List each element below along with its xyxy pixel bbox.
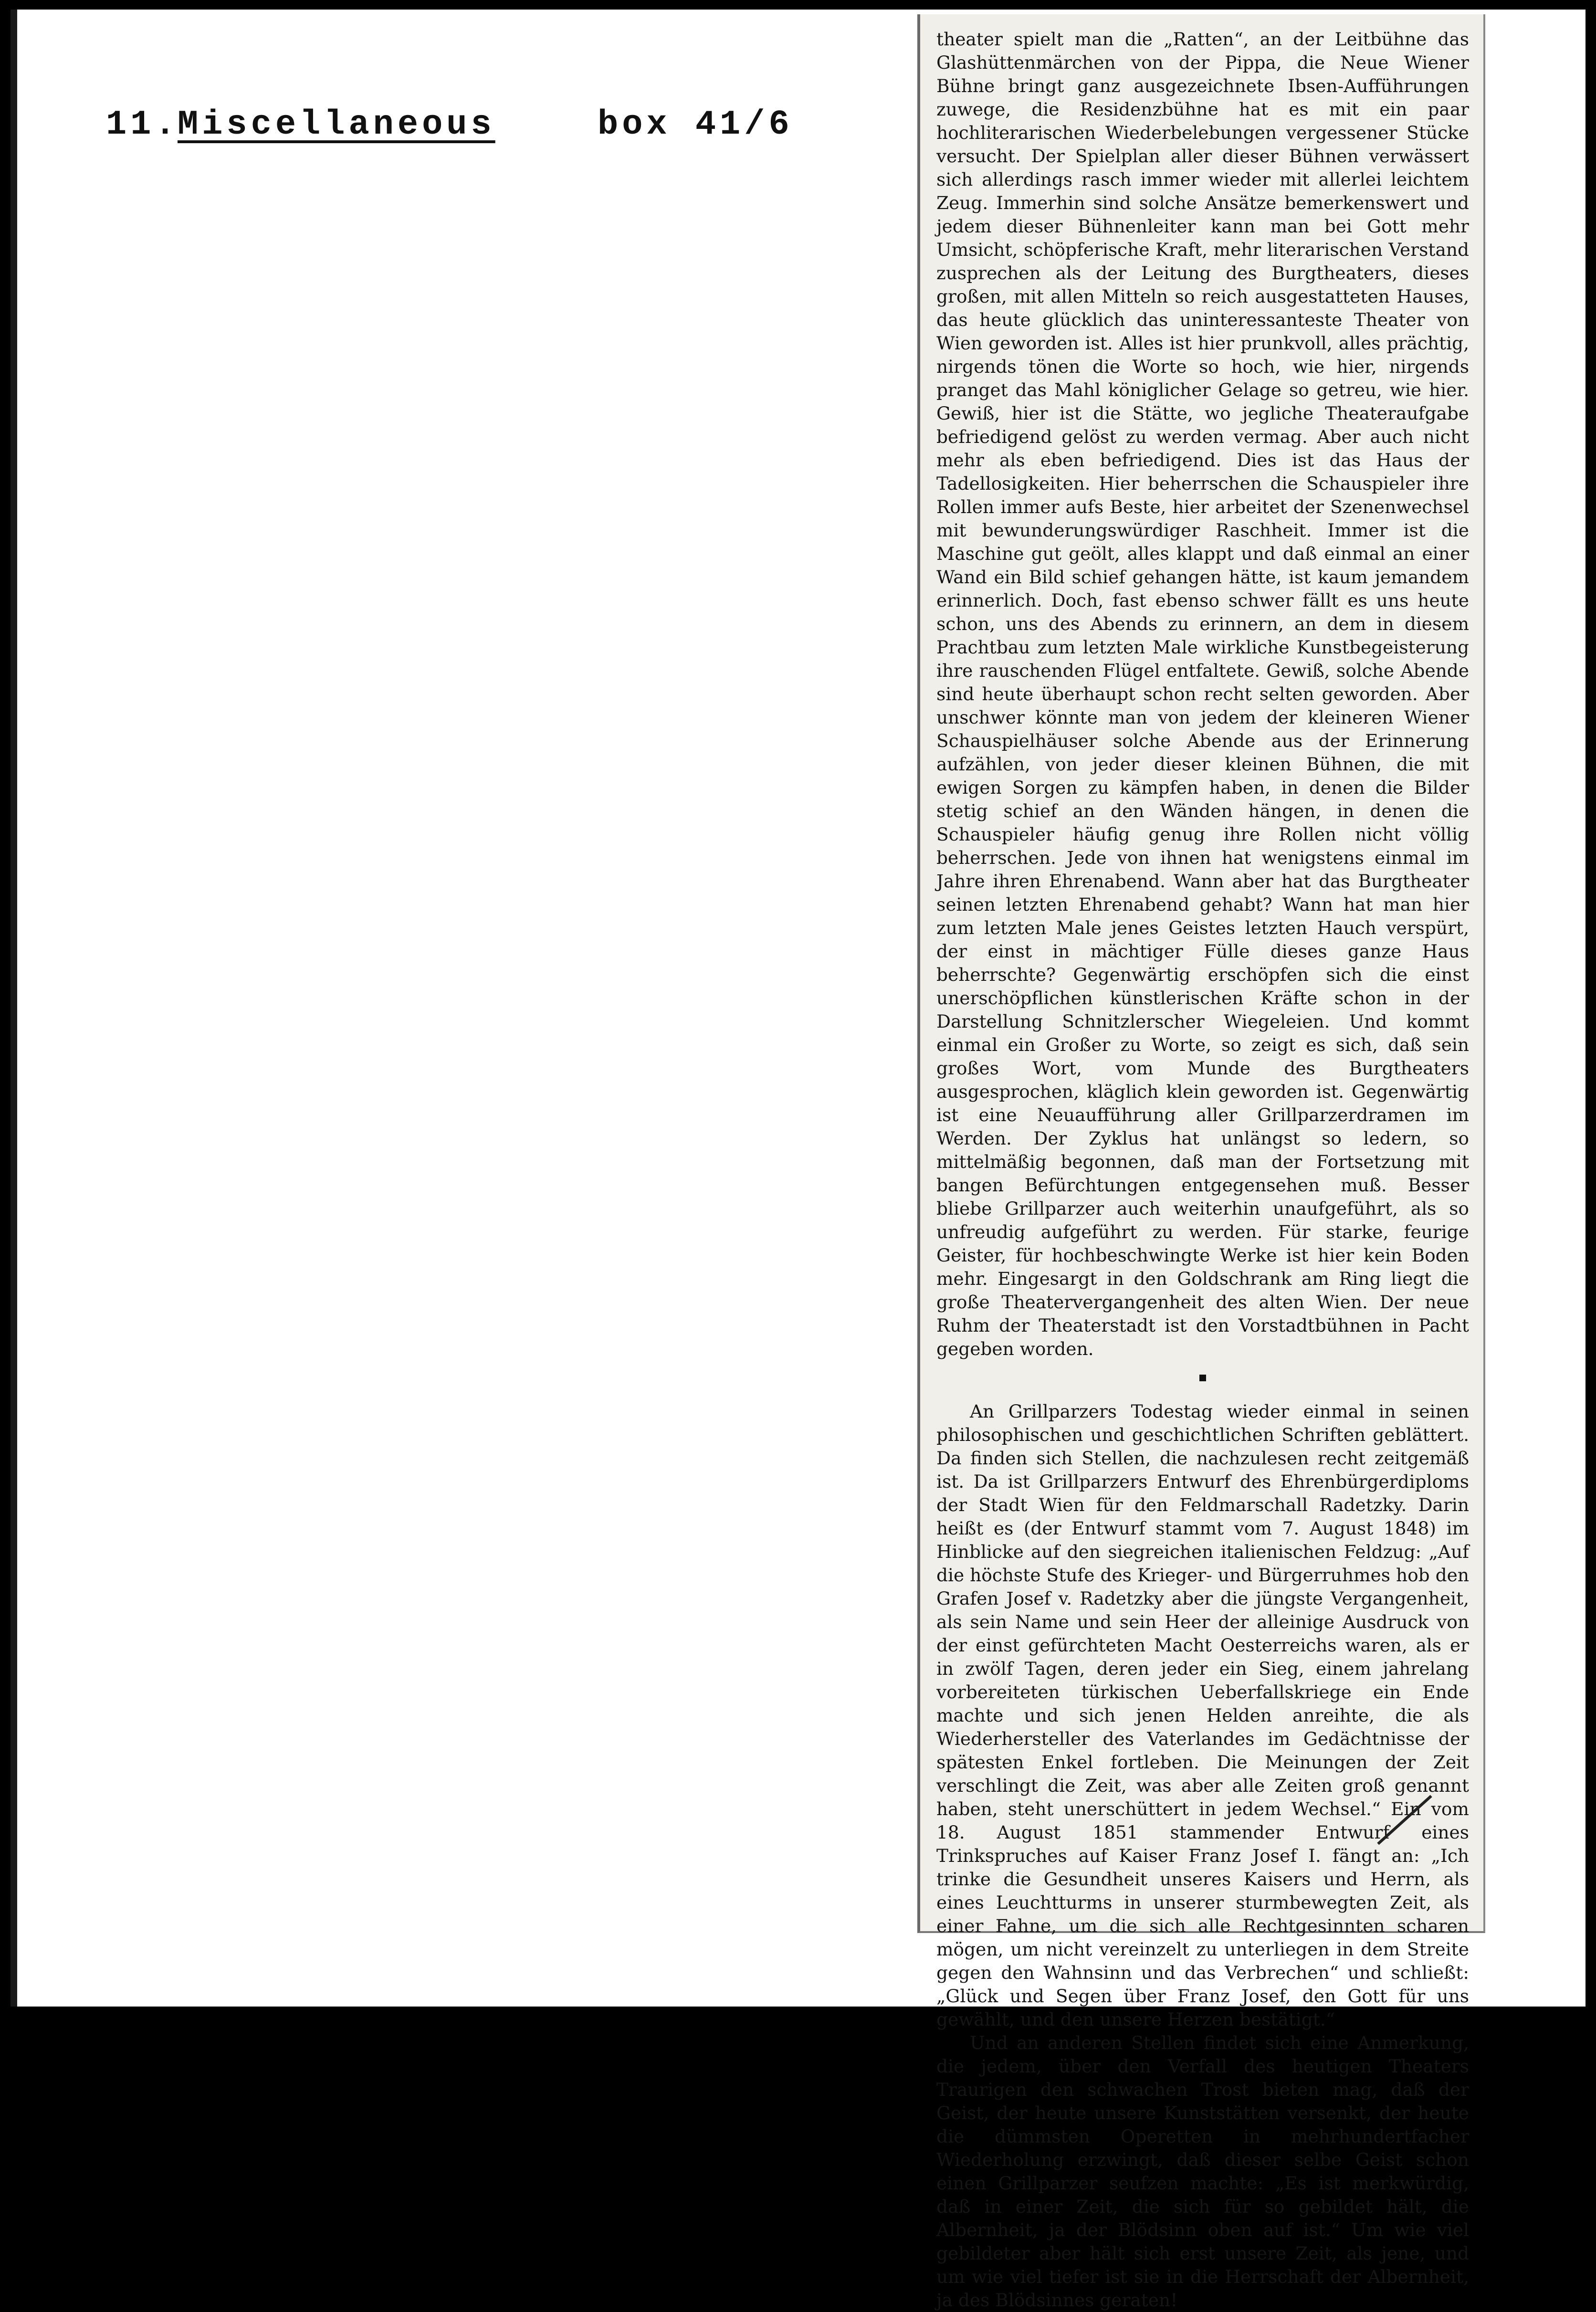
archive-box-number: box 41/6 <box>598 105 793 144</box>
separator-dot-icon <box>1199 1375 1206 1381</box>
archive-label <box>106 105 822 158</box>
clipping-paragraph: An Grillparzers Todestag wieder einmal in seinen philosophischen und geschichtlichen Schriften geblättert. Da finden sich Stellen, die nachzulesen recht zeitgemäß ist. Da ist Grillparzers Entwurf des Ehrenbürgerdiploms der Stadt Wien für den Feldmarschall Radetzky. Darin heißt es (der Entwurf stammt vom 7. August 1848) im Hinblicke auf den siegreichen italienischen Feldzug: „Auf die höchste Stufe des Krieger- und Bürgerruhmes hob den Grafen Josef v. Radetzky aber die jüngste Vergangenheit, als sein Name und sein Heer der alleinige Ausdruck von der einst gefürchteten Macht Oesterreichs waren, als er in zwölf Tagen, deren jeder ein Sieg, einem jahrelang vorbereiteten türkischen Ueberfallskriege ein Ende machte und sich jenen Helden anreihte, die als Wiederhersteller des Vaterlandes im Gedächtnisse der spätesten Enkel fortleben. Die Meinungen der Zeit verschlingt die Zeit, was aber alle Zeiten groß genannt haben, steht unerschüttert in jedem Wechsel.“ Ein vom 18. August 1851 stammender Entwurf eines Trinkspruches auf Kaiser Franz Josef I. fängt an: „Ich trinke die Gesundheit unseres Kaisers und Herrn, als eines Leuchtturms in unserer sturmbewegten Zeit, als einer Fahne, um die sich alle Rechtgesinnten scharen mögen, um nicht vereinzelt zu unterliegen in dem Streite gegen den Wahnsinn und das Verbrechen“ und schließt: „Glück und Segen über Franz Josef, den Gott für uns gewählt, und den unsere Herzen bestätigt.“ <box>936 1401 1469 2030</box>
newspaper-clipping <box>917 14 1485 2311</box>
clipping-paragraph: Und an anderen Stellen findet sich eine Anmerkung, die jedem, über den Verfall des heutigen Theaters Traurigen den schwachen Trost bieten mag, daß der Geist, der heute unsere Kunststätten versenkt, der heute die dümmsten Operetten in mehrhundertfacher Wiederholung erzwingt, daß dieser selbe Geist schon einen Grillparzer seufzen machte: „Es ist merkwürdig, daß in einer Zeit, die sich für so gebildet hält, die Albernheit, ja der Blödsinn oben auf ist.“ Um wie viel gebildeter aber hält sich erst unsere Zeit, als jene, und um wie viel tiefer ist sie in die Herrschaft der Albernheit, ja des Blödsinnes geraten! <box>936 2032 1469 2311</box>
scanned-page <box>10 10 1586 2311</box>
clipping-paragraph: theater spielt man die „Ratten“, an der Leitbühne das Glashüttenmärchen von der Pippa, die Neue Wiener Bühne bringt ganz ausgezeichnete Ibsen-Aufführungen zuwege, die Residenzbühne hat es mit ein paar hochliterarischen Wiederbelebungen vergessener Stücke versucht. Der Spielplan aller dieser Bühnen verwässert sich allerdings rasch immer wieder mit allerlei leichtem Zeug. Immerhin sind solche Ansätze bemerkenswert und jedem dieser Bühnenleiter kann man bei Gott mehr Umsicht, schöpferische Kraft, mehr literarischen Verstand zusprechen als der Leitung des Burgtheaters, dieses großen, mit allen Mitteln so reich ausgestatteten Hauses, das heute glücklich das uninteressanteste Theater von Wien geworden ist. Alles ist hier prunkvoll, alles prächtig, nirgends tönen die Worte so hoch, wie hier, nirgends pranget das Mahl königlicher Gelage so getreu, wie hier. Gewiß, hier ist die Stätte, wo jegliche Theateraufgabe befriedigend gelöst zu werden vermag. Aber auch nicht mehr als eben befriedigend. Dies ist das Haus der Tadellosigkeiten. Hier beherrschen die Schauspieler ihre Rollen immer aufs Beste, hier arbeitet der Szenenwechsel mit bewunderungswürdiger Raschheit. Immer ist die Maschine gut geölt, alles klappt und daß einmal an einer Wand ein Bild schief gehangen hätte, ist kaum jemandem erinnerlich. Doch, fast ebenso schwer fällt es uns heute schon, uns des Abends zu erinnern, an dem in diesem Prachtbau zum letzten Male wirkliche Kunstbegeisterung ihre rauschenden Flügel entfaltete. Gewiß, solche Abende sind heute überhaupt schon recht selten geworden. Aber unschwer könnte man von jedem der kleineren Wiener Schauspielhäuser solche Abende aus der Erinnerung aufzählen, von jeder dieser kleinen Bühnen, die mit ewigen Sorgen zu kämpfen haben, in denen die Bilder stetig schief an den Wänden hängen, in denen die Schauspieler häufig genug ihre Rollen nicht völlig beherrschen. Jede von ihnen hat wenigstens einmal im Jahre ihren Ehrenabend. Wann aber hat das Burgtheater seinen letzten Ehrenabend gehabt? Wann hat man hier zum letzten Male jenes Geistes letzten Hauch verspürt, der einst in mächtiger Fülle dieses ganze Haus beherrschte? Gegenwärtig erschöpfen sich die einst unerschöpflichen künstlerischen Kräfte schon in der Darstellung Schnitzlerscher Wiegeleien. Und kommt einmal ein Großer zu Worte, so zeigt es sich, daß sein großes Wort, vom Munde des Burgtheaters ausgesprochen, kläglich klein geworden ist. Gegenwärtig ist eine Neuaufführung aller Grillparzerdramen im Werden. Der Zyklus hat unlängst so ledern, so mittelmäßig begonnen, daß man der Fortsetzung mit bangen Befürchtungen entgegensehen muß. Besser bliebe Grillparzer auch weiterhin unaufgeführt, als so unfreudig aufgeführt zu werden. Für starke, feurige Geister, für hochbeschwingte Werke ist hier kein Boden mehr. Eingesargt in den Goldschrank am Ring liegt die große Theatervergangenheit des alten Wien. Der neue Ruhm der Theaterstadt ist den Vorstadtbühnen in Pacht gegeben worden. <box>936 29 1469 1359</box>
archive-series-number: 11. <box>106 105 179 144</box>
archive-category: Miscellaneous <box>178 105 495 144</box>
section-separator <box>936 1369 1469 1386</box>
page-edge-shadow <box>10 10 17 2007</box>
